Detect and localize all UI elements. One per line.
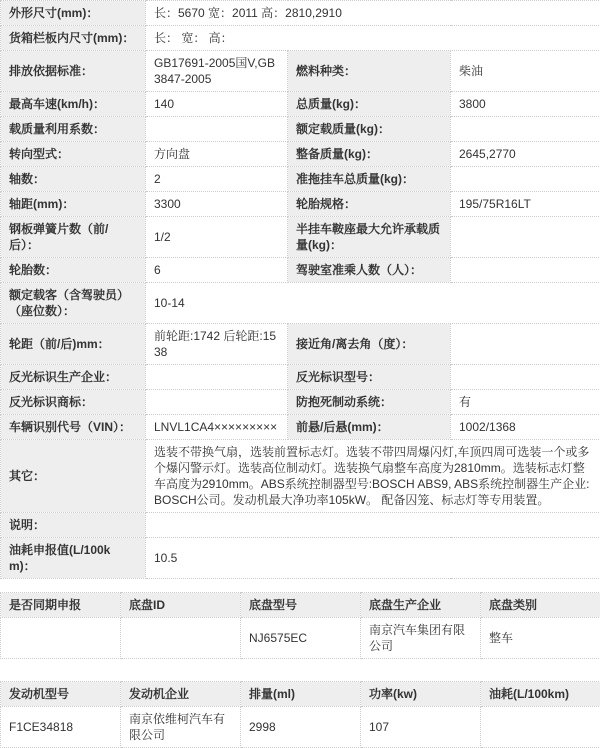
spec-value: 10-14 xyxy=(146,283,600,324)
spec-value xyxy=(451,365,600,390)
spec-row xyxy=(1,92,600,117)
engine-header-row xyxy=(1,682,600,707)
spec-label: 外形尺寸(mm)： xyxy=(1,1,146,26)
engine-header: 发动机型号 xyxy=(1,682,121,707)
spec-label: 总质量(kg)： xyxy=(288,92,451,117)
chassis-cell xyxy=(1,618,121,659)
spec-value xyxy=(146,513,600,538)
spec-row xyxy=(1,258,600,283)
engine-cell xyxy=(481,707,600,748)
spec-label: 驾驶室准乘人数（人）： xyxy=(288,258,451,283)
chassis-cell: 整车 xyxy=(481,618,600,659)
spec-value xyxy=(146,117,288,142)
spec-value xyxy=(451,258,600,283)
chassis-cell: NJ6575EC xyxy=(241,618,361,659)
spec-label: 前悬/后悬(mm)： xyxy=(288,415,451,440)
spec-label: 准拖挂车总质量(kg)： xyxy=(288,167,451,192)
spec-value: 2 xyxy=(146,167,288,192)
spec-label: 排放依据标准： xyxy=(1,51,146,92)
spec-label: 其它： xyxy=(1,440,146,513)
engine-cell: F1CE34818 xyxy=(1,707,121,748)
spec-label: 反光标识商标： xyxy=(1,390,146,415)
engine-cell: 2998 xyxy=(241,707,361,748)
spec-value: 1002/1368 xyxy=(451,415,600,440)
spec-label: 钢板弹簧片数（前/后）： xyxy=(1,217,146,258)
spec-label: 车辆识别代号（VIN）： xyxy=(1,415,146,440)
spec-row xyxy=(1,117,600,142)
spec-value xyxy=(146,390,288,415)
spec-row xyxy=(1,167,600,192)
spec-label: 油耗申报值(L/100km)： xyxy=(1,538,146,579)
spec-row xyxy=(1,217,600,258)
spec-value: 长：5670 宽：2011 高：2810,2910 xyxy=(146,1,600,26)
spec-label: 载质量利用系数： xyxy=(1,117,146,142)
spec-row xyxy=(1,283,600,324)
chassis-cell: 南京汽车集团有限公司 xyxy=(361,618,481,659)
spec-label: 货箱栏板内尺寸(mm)： xyxy=(1,26,146,51)
spec-label: 轴数： xyxy=(1,167,146,192)
spec-label: 接近角/离去角（度）： xyxy=(288,324,451,365)
spec-value: 柴油 xyxy=(451,51,600,92)
spec-value: 140 xyxy=(146,92,288,117)
engine-cell: 南京依维柯汽车有限公司 xyxy=(121,707,241,748)
engine-header: 功率(kw) xyxy=(361,682,481,707)
spec-value-vin: LNVL1CA4××××××××× xyxy=(146,415,288,440)
spec-label: 燃料种类： xyxy=(288,51,451,92)
spec-value xyxy=(146,365,288,390)
spec-row xyxy=(1,142,600,167)
engine-data-row xyxy=(1,707,600,748)
spec-label: 半挂车鞍座最大允许承载质量(kg)： xyxy=(288,217,451,258)
engine-cell: 107 xyxy=(361,707,481,748)
spec-label: 说明： xyxy=(1,513,146,538)
spec-value: GB17691-2005国V,GB3847-2005 xyxy=(146,51,288,92)
spec-label: 轮胎规格： xyxy=(288,192,451,217)
engine-header: 排量(ml) xyxy=(241,682,361,707)
engine-header: 发动机企业 xyxy=(121,682,241,707)
spec-row xyxy=(1,513,600,538)
chassis-header: 底盘型号 xyxy=(241,593,361,618)
spec-row xyxy=(1,26,600,51)
spec-label: 轮距（前/后)mm： xyxy=(1,324,146,365)
engine-header: 油耗(L/100km) xyxy=(481,682,600,707)
spec-row xyxy=(1,192,600,217)
spec-value: 6 xyxy=(146,258,288,283)
spec-value: 长： 宽： 高： xyxy=(146,26,600,51)
chassis-header: 底盘生产企业 xyxy=(361,593,481,618)
spec-label: 额定载质量(kg)： xyxy=(288,117,451,142)
spec-value: 前轮距:1742 后轮距:1538 xyxy=(146,324,288,365)
spec-value xyxy=(451,167,600,192)
spec-value: 1/2 xyxy=(146,217,288,258)
spec-value: 10.5 xyxy=(146,538,600,579)
spec-label: 反光标识型号： xyxy=(288,365,451,390)
chassis-header-row xyxy=(1,593,600,618)
spec-row xyxy=(1,538,600,579)
engine-table xyxy=(0,681,600,748)
spec-label: 防抱死制动系统： xyxy=(288,390,451,415)
spec-value-other-notes: 选装不带换气扇，选装前置标志灯。选装不带四周爆闪灯,车顶四周可选装一个或多个爆闪警示灯。选装高位制动灯。选装换气扇整车高度为2810mm。选装标志灯整车高度为2910mm。ABS系统控制器型号:BOSCH ABS9, ABS系统控制器生产企业:BOSCH公司。发动机最大净功率105kW。 配备囚笼、标志灯等专用装置。 xyxy=(146,440,600,513)
spec-value xyxy=(451,217,600,258)
chassis-header: 底盘ID xyxy=(121,593,241,618)
spec-row xyxy=(1,440,600,513)
spec-value: 方向盘 xyxy=(146,142,288,167)
spec-value: 3800 xyxy=(451,92,600,117)
spec-label: 整备质量(kg)： xyxy=(288,142,451,167)
spec-value xyxy=(451,117,600,142)
spec-row xyxy=(1,415,600,440)
spec-row xyxy=(1,365,600,390)
spec-label: 轴距(mm)： xyxy=(1,192,146,217)
chassis-table xyxy=(0,592,600,659)
spec-label: 最高车速(km/h)： xyxy=(1,92,146,117)
spec-row xyxy=(1,324,600,365)
spec-row xyxy=(1,51,600,92)
spec-label: 反光标识生产企业： xyxy=(1,365,146,390)
spec-label: 转向型式： xyxy=(1,142,146,167)
chassis-cell xyxy=(121,618,241,659)
spec-label: 额定载客（含驾驶员）（座位数）： xyxy=(1,283,146,324)
spec-row xyxy=(1,1,600,26)
spec-row xyxy=(1,390,600,415)
chassis-header: 底盘类别 xyxy=(481,593,600,618)
chassis-data-row xyxy=(1,618,600,659)
spec-value: 3300 xyxy=(146,192,288,217)
spec-value: 有 xyxy=(451,390,600,415)
spec-label: 轮胎数： xyxy=(1,258,146,283)
spec-value xyxy=(451,324,600,365)
chassis-header: 是否同期申报 xyxy=(1,593,121,618)
spec-value: 195/75R16LT xyxy=(451,192,600,217)
spec-value: 2645,2770 xyxy=(451,142,600,167)
